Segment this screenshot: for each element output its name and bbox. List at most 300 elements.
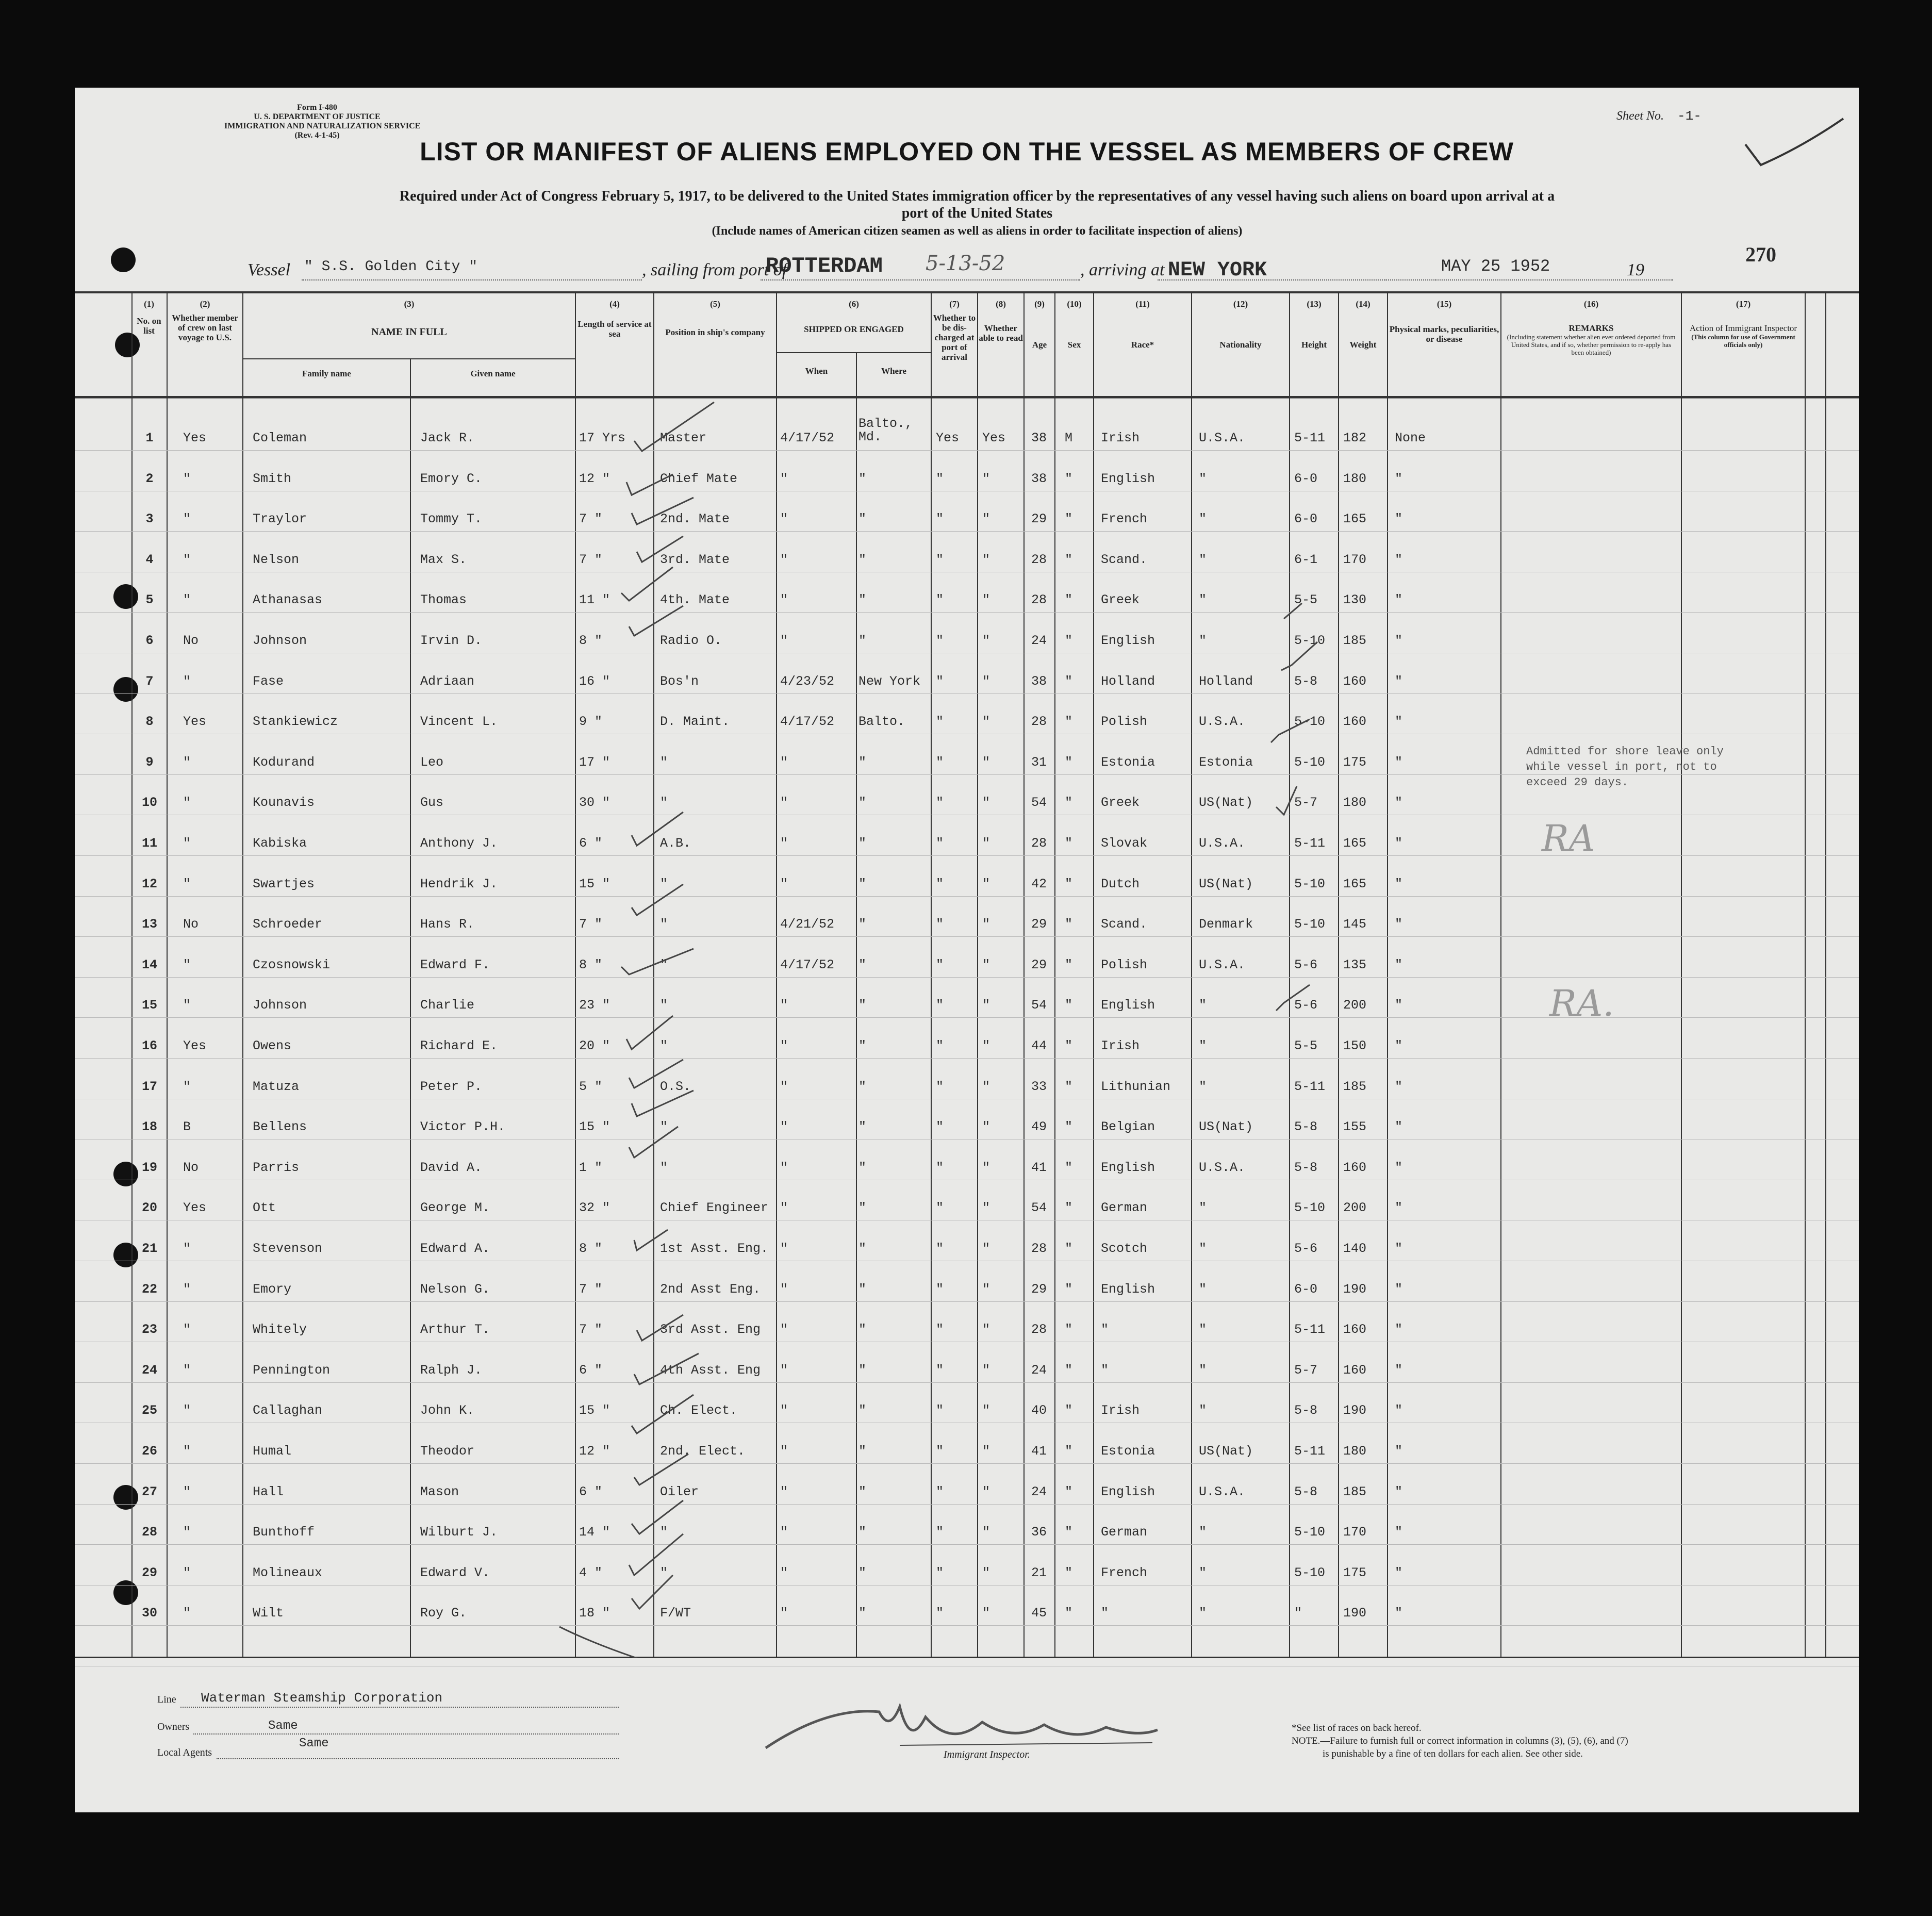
cell-when: " <box>780 1444 788 1459</box>
cell-service: 18 " <box>579 1606 610 1621</box>
cell-race: Holland <box>1101 673 1155 689</box>
cell-service: 6 " <box>579 836 603 851</box>
cell-no: 7 <box>145 673 154 689</box>
cell-read: Yes <box>982 431 1006 445</box>
owners-value: Same <box>268 1719 298 1733</box>
cell-read: " <box>982 1241 990 1256</box>
cell-marks: " <box>1395 1606 1403 1621</box>
remark-line-3: exceed 29 days. <box>1526 776 1629 789</box>
col12-number: (12) <box>1233 299 1248 309</box>
cell-position: 2nd. Elect. <box>660 1444 746 1459</box>
cell-race: Greek <box>1101 795 1140 811</box>
cell-when: " <box>780 1484 788 1499</box>
cell-where: " <box>858 917 867 932</box>
cell-service: 4 " <box>579 1565 603 1580</box>
cell-prev: Yes <box>183 431 207 445</box>
col1-number: (1) <box>144 299 154 309</box>
cell-given: Hendrik J. <box>420 876 498 891</box>
col16-header: REMARKS <box>1568 323 1614 333</box>
cell-nat: U.S.A. <box>1199 1484 1246 1499</box>
cell-service: 8 " <box>579 1241 603 1256</box>
cell-sex: " <box>1065 1362 1073 1378</box>
line-label: Line <box>157 1694 176 1705</box>
cell-disch: " <box>936 592 944 608</box>
cell-given: Charlie <box>420 998 475 1013</box>
cell-nat: Estonia <box>1199 754 1253 770</box>
cell-prev: " <box>183 1403 191 1418</box>
cell-position: Master <box>660 431 707 445</box>
cell-age: 29 <box>1031 511 1047 527</box>
cell-height: 5-11 <box>1294 1079 1326 1094</box>
cell-nat: " <box>1199 998 1207 1013</box>
col16-subheader: (Including statement whether alien ever ordered deported from United States, and if so, whether permission to re-apply has been obtained) <box>1507 333 1676 356</box>
subtitle-line-1: Required under Act of Congress February 5, 1917, to be delivered to the United States immigration officer by the representatives of any vessel having such aliens on board upon arrival at a <box>399 188 1555 204</box>
cell-disch: " <box>936 1403 944 1418</box>
cell-service: 15 " <box>579 1119 610 1135</box>
cell-no: 27 <box>141 1484 157 1499</box>
cell-service: 16 " <box>579 673 610 689</box>
cell-marks: " <box>1395 1038 1403 1053</box>
cell-race: English <box>1101 1484 1155 1499</box>
cell-age: 40 <box>1031 1403 1047 1418</box>
cell-height: 5-8 <box>1294 1403 1318 1418</box>
cell-no: 21 <box>141 1241 157 1256</box>
cell-weight: 182 <box>1343 431 1367 445</box>
cell-position: Chief Mate <box>660 471 738 486</box>
sheet-number: -1- <box>1677 108 1702 124</box>
cell-sex: " <box>1065 1079 1073 1094</box>
cell-disch: " <box>936 1079 944 1094</box>
cell-no: 16 <box>141 1038 157 1053</box>
cell-given: Anthony J. <box>420 836 498 851</box>
cell-given: Nelson G. <box>420 1281 490 1297</box>
cell-prev: " <box>183 1606 191 1621</box>
cell-given: Richard E. <box>420 1038 498 1053</box>
cell-no: 8 <box>145 714 154 730</box>
cell-nat: U.S.A. <box>1199 714 1246 730</box>
cell-prev: " <box>183 1525 191 1540</box>
cell-read: " <box>982 957 990 972</box>
cell-read: " <box>982 1119 990 1135</box>
cell-position: " <box>660 1038 668 1053</box>
cell-height: 5-11 <box>1294 1322 1326 1337</box>
cell-no: 15 <box>141 998 157 1013</box>
cell-prev: " <box>183 1322 191 1337</box>
cell-disch: " <box>936 1565 944 1580</box>
arrival-date: MAY 25 1952 <box>1441 257 1550 276</box>
cell-family: Molineaux <box>253 1565 323 1580</box>
cell-age: 36 <box>1031 1525 1047 1540</box>
col11-header: Race* <box>1131 340 1154 350</box>
cell-marks: " <box>1395 1362 1403 1378</box>
cell-family: Bunthoff <box>253 1525 315 1540</box>
sailing-port: ROTTERDAM <box>766 254 883 278</box>
footer-note-races: *See list of races on back hereof. <box>1292 1723 1422 1733</box>
cell-nat: U.S.A. <box>1199 431 1246 445</box>
cell-when: " <box>780 1403 788 1418</box>
cell-given: John K. <box>420 1403 475 1418</box>
cell-height: 6-0 <box>1294 471 1318 486</box>
cell-given: Irvin D. <box>420 633 483 648</box>
form-service: IMMIGRATION AND NATURALIZATION SERVICE <box>224 122 421 130</box>
cell-marks: " <box>1395 754 1403 770</box>
cell-given: Roy G. <box>420 1606 467 1621</box>
cell-where: " <box>858 1281 867 1297</box>
cell-height: 5-10 <box>1294 1565 1326 1580</box>
cell-no: 22 <box>141 1281 157 1297</box>
cell-where: " <box>858 1200 867 1216</box>
cell-sex: " <box>1065 998 1073 1013</box>
cell-race: French <box>1101 1565 1148 1580</box>
cell-sex: " <box>1065 1241 1073 1256</box>
cell-where: Balto., Md. <box>858 416 913 444</box>
cell-read: " <box>982 795 990 811</box>
cell-family: Hall <box>253 1484 284 1499</box>
punch-hole <box>111 247 136 272</box>
cell-disch: " <box>936 471 944 486</box>
cell-sex: " <box>1065 592 1073 608</box>
cell-age: 44 <box>1031 1038 1047 1053</box>
cell-height: 5-10 <box>1294 714 1326 730</box>
inspector-initials: RA. <box>1549 982 1614 1025</box>
cell-marks: " <box>1395 957 1403 972</box>
cell-race: Lithunian <box>1101 1079 1171 1094</box>
cell-sex: " <box>1065 1525 1073 1540</box>
cell-where: " <box>858 1403 867 1418</box>
cell-read: " <box>982 836 990 851</box>
cell-read: " <box>982 1079 990 1094</box>
cell-given: Edward V. <box>420 1565 490 1580</box>
cell-where: " <box>858 552 867 567</box>
cell-position: " <box>660 754 668 770</box>
cell-race: Polish <box>1101 714 1148 730</box>
cell-nat: " <box>1199 511 1207 527</box>
cell-where: " <box>858 1362 867 1378</box>
cell-service: 30 " <box>579 795 610 811</box>
cell-disch: " <box>936 511 944 527</box>
cell-height: 6-0 <box>1294 511 1318 527</box>
cell-family: Emory <box>253 1281 292 1297</box>
col5-header: Position in ship's company <box>665 327 765 337</box>
cell-age: 28 <box>1031 592 1047 608</box>
cell-weight: 175 <box>1343 754 1367 770</box>
cell-sex: " <box>1065 754 1073 770</box>
cell-age: 41 <box>1031 1160 1047 1175</box>
sailing-date: 5-13-52 <box>926 252 1005 275</box>
cell-prev: Yes <box>183 714 207 730</box>
cell-nat: Denmark <box>1199 917 1253 932</box>
cell-no: 17 <box>141 1079 157 1094</box>
col17-number: (17) <box>1736 299 1751 309</box>
cell-weight: 190 <box>1343 1606 1367 1621</box>
cell-prev: No <box>183 1160 199 1175</box>
cell-disch: " <box>936 795 944 811</box>
cell-family: Kodurand <box>253 754 315 770</box>
subtitle-line-3: (Include names of American citizen seamen as well as aliens in order to facilitate inspection of aliens) <box>712 224 1243 238</box>
cell-service: 20 " <box>579 1038 610 1053</box>
cell-height: 5-8 <box>1294 673 1318 689</box>
cell-sex: " <box>1065 1606 1073 1621</box>
col3-number: (3) <box>404 299 415 309</box>
cell-service: 8 " <box>579 957 603 972</box>
cell-given: Thomas <box>420 592 467 608</box>
cell-family: Parris <box>253 1160 300 1175</box>
cell-race: German <box>1101 1200 1148 1216</box>
cell-read: " <box>982 1200 990 1216</box>
cell-service: 9 " <box>579 714 603 730</box>
cell-race: Irish <box>1101 431 1140 445</box>
cell-nat: US(Nat) <box>1199 1119 1253 1135</box>
cell-family: Ott <box>253 1200 276 1216</box>
cell-read: " <box>982 1362 990 1378</box>
cell-weight: 160 <box>1343 1160 1367 1175</box>
cell-where: " <box>858 511 867 527</box>
cell-where: " <box>858 1565 867 1580</box>
cell-height: 5-6 <box>1294 957 1318 972</box>
cell-position: D. Maint. <box>660 714 730 730</box>
cell-read: " <box>982 511 990 527</box>
cell-marks: " <box>1395 592 1403 608</box>
cell-family: Johnson <box>253 633 307 648</box>
cell-age: 45 <box>1031 1606 1047 1621</box>
remark-line-1: Admitted for shore leave only <box>1526 745 1724 758</box>
cell-sex: " <box>1065 957 1073 972</box>
cell-read: " <box>982 552 990 567</box>
cell-race: Greek <box>1101 592 1140 608</box>
cell-age: 28 <box>1031 1322 1047 1337</box>
cell-marks: " <box>1395 1565 1403 1580</box>
cell-position: 1st Asst. Eng. <box>660 1241 769 1256</box>
cell-height: 5-10 <box>1294 633 1326 648</box>
cell-where: " <box>858 1606 867 1621</box>
cell-disch: " <box>936 1362 944 1378</box>
cell-where: " <box>858 998 867 1013</box>
cell-position: " <box>660 1119 668 1135</box>
cell-when: " <box>780 1160 788 1175</box>
cell-when: 4/17/52 <box>780 957 835 972</box>
cell-weight: 150 <box>1343 1038 1367 1053</box>
cell-sex: " <box>1065 836 1073 851</box>
cell-height: 5-6 <box>1294 1241 1318 1256</box>
manifest-sheet <box>75 88 1859 1812</box>
cell-height: 5-8 <box>1294 1160 1318 1175</box>
cell-family: Whitely <box>253 1322 307 1337</box>
cell-weight: 160 <box>1343 1322 1367 1337</box>
cell-disch: " <box>936 1606 944 1621</box>
cell-when: " <box>780 1241 788 1256</box>
col9-number: (9) <box>1034 299 1045 309</box>
cell-sex: " <box>1065 1200 1073 1216</box>
cell-race: Dutch <box>1101 876 1140 891</box>
cell-service: 32 " <box>579 1200 610 1216</box>
cell-position: 4th. Mate <box>660 592 730 608</box>
cell-nat: " <box>1199 1079 1207 1094</box>
cell-service: 7 " <box>579 1281 603 1297</box>
cell-when: " <box>780 1565 788 1580</box>
cell-prev: " <box>183 1079 191 1094</box>
cell-weight: 165 <box>1343 876 1367 891</box>
cell-weight: 190 <box>1343 1403 1367 1418</box>
cell-no: 4 <box>145 552 154 567</box>
cell-no: 12 <box>141 876 157 891</box>
form-id-block <box>224 103 421 140</box>
cell-service: 11 " <box>579 592 610 608</box>
cell-read: " <box>982 1444 990 1459</box>
cell-position: Oiler <box>660 1484 699 1499</box>
cell-disch: " <box>936 1281 944 1297</box>
cell-family: Callaghan <box>253 1403 323 1418</box>
sheet-number-block <box>1616 108 1702 124</box>
cell-height: 6-1 <box>1294 552 1318 567</box>
cell-position: F/WT <box>660 1606 691 1621</box>
cell-disch: " <box>936 836 944 851</box>
cell-weight: 170 <box>1343 1525 1367 1540</box>
col1-header: No. on list <box>137 316 161 336</box>
cell-height: 5-10 <box>1294 754 1326 770</box>
cell-race: French <box>1101 511 1148 527</box>
cell-disch: " <box>936 1200 944 1216</box>
cell-family: Coleman <box>253 431 307 445</box>
cell-position: " <box>660 917 668 932</box>
cell-marks: " <box>1395 1484 1403 1499</box>
cell-nat: " <box>1199 552 1207 567</box>
cell-position: " <box>660 795 668 811</box>
cell-marks: " <box>1395 673 1403 689</box>
cell-age: 28 <box>1031 836 1047 851</box>
cell-read: " <box>982 1160 990 1175</box>
cell-sex: " <box>1065 1322 1073 1337</box>
cell-sex: " <box>1065 1119 1073 1135</box>
col15-header: Physical marks, peculiarities, or disease <box>1389 324 1499 344</box>
cell-read: " <box>982 673 990 689</box>
cell-disch: " <box>936 1160 944 1175</box>
cell-where: " <box>858 754 867 770</box>
owners-label: Owners <box>157 1721 190 1732</box>
shipped-where-header: Where <box>881 366 906 376</box>
form-department: U. S. DEPARTMENT OF JUSTICE <box>254 112 381 121</box>
cell-height: 5-7 <box>1294 795 1318 811</box>
cell-where: " <box>858 1525 867 1540</box>
cell-when: " <box>780 836 788 851</box>
cell-position: " <box>660 876 668 891</box>
cell-no: 5 <box>145 592 154 608</box>
col14-header: Weight <box>1349 340 1377 350</box>
cell-position: 3rd. Mate <box>660 552 730 567</box>
col10-header: Sex <box>1067 340 1081 350</box>
cell-given: Mason <box>420 1484 459 1499</box>
cell-weight: 160 <box>1343 714 1367 730</box>
col7-number: (7) <box>949 299 960 309</box>
cell-service: 7 " <box>579 552 603 567</box>
cell-given: George M. <box>420 1200 490 1216</box>
cell-family: Owens <box>253 1038 292 1053</box>
cell-family: Czosnowski <box>253 957 331 972</box>
cell-weight: 200 <box>1343 998 1367 1013</box>
cell-sex: " <box>1065 876 1073 891</box>
cell-family: Schroeder <box>253 917 323 932</box>
cell-weight: 165 <box>1343 511 1367 527</box>
col3-header: NAME IN FULL <box>371 326 447 338</box>
cell-weight: 160 <box>1343 673 1367 689</box>
cell-family: Smith <box>253 471 292 486</box>
cell-service: 6 " <box>579 1362 603 1378</box>
cell-nat: " <box>1199 1322 1207 1337</box>
cell-when: " <box>780 511 788 527</box>
cell-sex: " <box>1065 1403 1073 1418</box>
cell-no: 30 <box>141 1606 157 1621</box>
cell-age: 38 <box>1031 673 1047 689</box>
cell-service: 12 " <box>579 471 610 486</box>
cell-sex: M <box>1065 431 1073 445</box>
cell-no: 25 <box>141 1403 157 1418</box>
cell-service: 15 " <box>579 876 610 891</box>
cell-position: Radio O. <box>660 633 722 648</box>
cell-prev: " <box>183 795 191 811</box>
cell-sex: " <box>1065 511 1073 527</box>
cell-position: " <box>660 1565 668 1580</box>
cell-no: 19 <box>141 1160 157 1175</box>
cell-sex: " <box>1065 1281 1073 1297</box>
footer-note-fine: is punishable by a fine of ten dollars for each alien. See other side. <box>1323 1748 1583 1759</box>
cell-where: " <box>858 592 867 608</box>
cell-weight: 200 <box>1343 1200 1367 1216</box>
col8-header: Whether able to read <box>979 323 1023 343</box>
cell-when: " <box>780 1606 788 1621</box>
cell-prev: " <box>183 511 191 527</box>
cell-marks: " <box>1395 1200 1403 1216</box>
page-title: LIST OR MANIFEST OF ALIENS EMPLOYED ON THE VESSEL AS MEMBERS OF CREW <box>420 137 1514 166</box>
cell-when: " <box>780 1119 788 1135</box>
cell-no: 9 <box>145 754 154 770</box>
cell-prev: Yes <box>183 1200 207 1216</box>
cell-family: Stevenson <box>253 1241 323 1256</box>
cell-position: " <box>660 1160 668 1175</box>
cell-given: Vincent L. <box>420 714 498 730</box>
cell-position: A.B. <box>660 836 691 851</box>
cell-read: " <box>982 1606 990 1621</box>
cell-given: Hans R. <box>420 917 475 932</box>
cell-weight: 155 <box>1343 1119 1367 1135</box>
cell-sex: " <box>1065 633 1073 648</box>
cell-when: 4/21/52 <box>780 917 835 932</box>
cell-race: Irish <box>1101 1403 1140 1418</box>
col2-header: Whether member of crew on last voyage to U.S. <box>172 313 238 342</box>
shipped-when-header: When <box>805 366 828 376</box>
inspector-label: Immigrant Inspector. <box>944 1749 1030 1760</box>
cell-sex: " <box>1065 1160 1073 1175</box>
cell-prev: " <box>183 552 191 567</box>
cell-read: " <box>982 917 990 932</box>
cell-prev: No <box>183 917 199 932</box>
cell-age: 28 <box>1031 552 1047 567</box>
cell-age: 49 <box>1031 1119 1047 1135</box>
cell-sex: " <box>1065 673 1073 689</box>
cell-height: 5-10 <box>1294 1200 1326 1216</box>
cell-age: 38 <box>1031 471 1047 486</box>
cell-service: 7 " <box>579 1322 603 1337</box>
cell-height: 5-10 <box>1294 1525 1326 1540</box>
cell-nat: US(Nat) <box>1199 1444 1253 1459</box>
cell-marks: " <box>1395 714 1403 730</box>
cell-disch: " <box>936 1525 944 1540</box>
cell-when: " <box>780 998 788 1013</box>
cell-when: " <box>780 1362 788 1378</box>
cell-weight: 135 <box>1343 957 1367 972</box>
cell-family: Stankiewicz <box>253 714 338 730</box>
cell-height: " <box>1294 1606 1302 1621</box>
cell-disch: " <box>936 1119 944 1135</box>
cell-nat: " <box>1199 1403 1207 1418</box>
